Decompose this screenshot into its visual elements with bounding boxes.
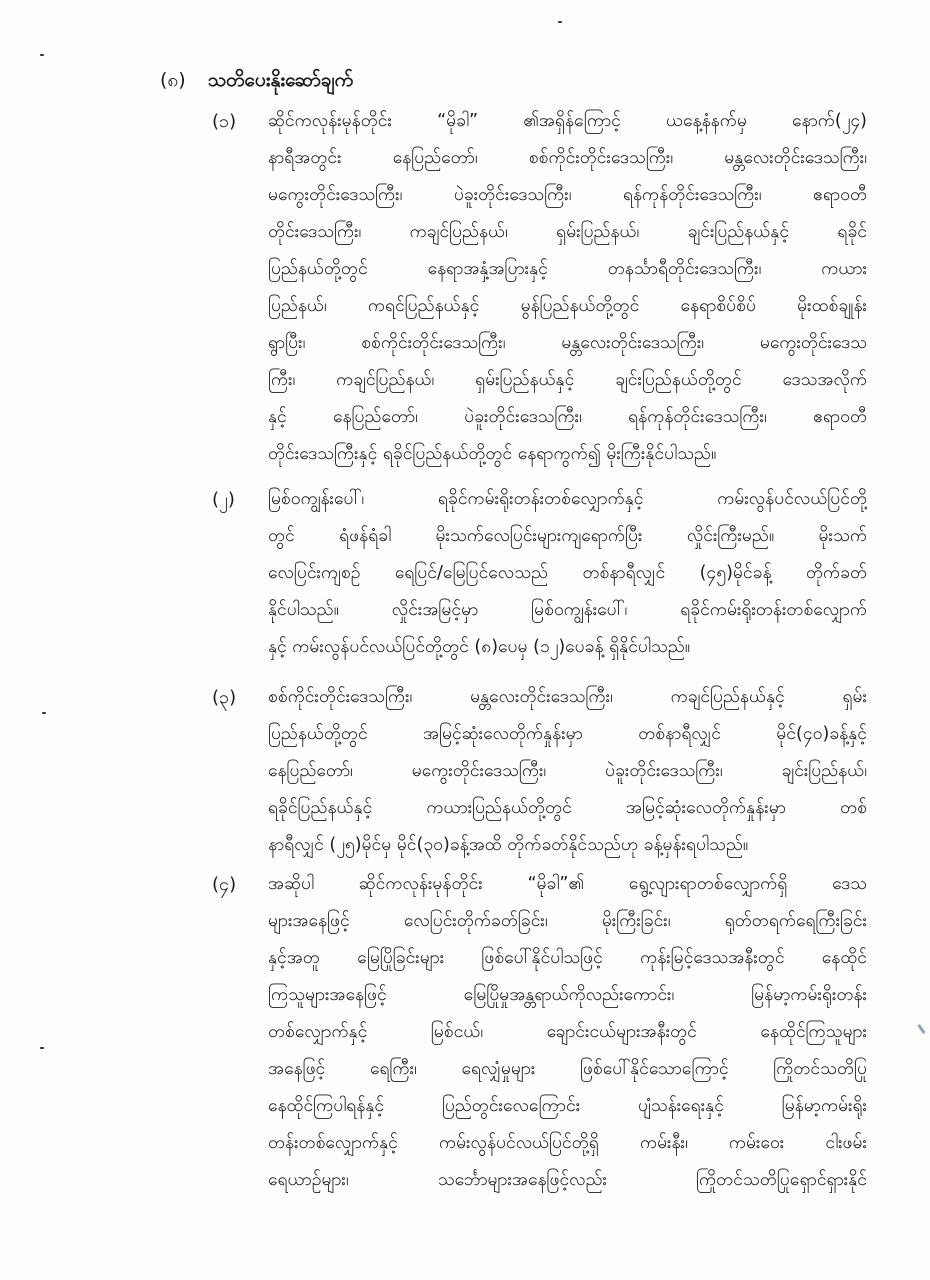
- paragraph-1: [212, 103, 867, 473]
- paragraph-number: (၂): [212, 489, 235, 510]
- text-line: ပြည်နယ်တို့တွင် နေရာအနှံ့အပြားနှင့် တနင်္သာရီတိုင်းဒေသကြီး၊ ကယား: [268, 259, 867, 279]
- text-line: တန်းတစ်လျှောက်နှင့် ကမ်းလွန်ပင်လယ်ပြင်တို့ရှိ ကမ်းနီး၊ ကမ်းဝေး ငါးဖမ်း: [268, 1133, 867, 1153]
- text-line: နာရီလျှင် (၂၅)မိုင်မှ မိုင်(၃၀)ခန့်အထိ တိုက်ခတ်နိုင်သည်ဟု ခန့်မှန်းရပါသည်။: [268, 835, 749, 855]
- text-line: ဆိုင်ကလုန်းမုန်တိုင်း “မိုခါ” ၏အရှိန်ကြောင့် ယနေ့နံနက်မှ နောက်(၂၄): [268, 111, 867, 131]
- scan-speck: [42, 712, 46, 714]
- text-line: နှင့် နေပြည်တော်၊ ပဲခူးတိုင်းဒေသကြီး၊ ရန်ကုန်တိုင်းဒေသကြီး၊ ဧရာဝတီ: [268, 407, 867, 427]
- text-line: ကြီး၊ ကချင်ပြည်နယ်၊ ရှမ်းပြည်နယ်နှင့် ချင်းပြည်နယ်တို့တွင် ဒေသအလိုက်: [268, 370, 867, 390]
- text-line: နာရီအတွင်း နေပြည်တော်၊ စစ်ကိုင်းတိုင်းဒေသကြီး၊ မန္တလေးတိုင်းဒေသကြီး၊: [268, 148, 867, 168]
- section-title: သတိပေးနိုးဆော်ချက်: [207, 69, 354, 91]
- paragraph-body: [268, 481, 867, 666]
- scan-speck: [40, 54, 44, 56]
- text-line: စစ်ကိုင်းတိုင်းဒေသကြီး၊ မန္တလေးတိုင်းဒေသကြီး၊ ကချင်ပြည်နယ်နှင့် ရှမ်း: [268, 687, 867, 707]
- scan-speck: [40, 1047, 44, 1049]
- paragraph-number: (၃): [212, 687, 237, 708]
- text-line: ရခိုင်ပြည်နယ်နှင့် ကယားပြည်နယ်တို့တွင် အမြင့်ဆုံးလေတိုက်နှုန်းမှာ တစ်: [268, 798, 867, 818]
- paragraph-3: [212, 679, 867, 864]
- paragraph-number: (၄): [212, 874, 237, 895]
- text-line: နေပြည်တော်၊ မကွေးတိုင်းဒေသကြီး၊ ပဲခူးတိုင်းဒေသကြီး၊ ချင်းပြည်နယ်၊: [268, 761, 867, 781]
- text-line: အနေဖြင့် ရေကြီး၊ ရေလျှံမှုများ ဖြစ်ပေါ်နိုင်သောကြောင့် ကြိုတင်သတိပြု: [268, 1059, 867, 1079]
- text-line: နေထိုင်ကြပါရန်နှင့် ပြည်တွင်းလေကြောင်း ပျံသန်းရေးနှင့် မြန်မာ့ကမ်းရိုး: [268, 1096, 867, 1116]
- paragraph-body: [268, 866, 867, 1199]
- text-line: ရေယာဉ်များ၊ သင်္ဘောများအနေဖြင့်လည်း ကြိုတင်သတိပြုရှောင်ရှားနိုင်: [268, 1170, 867, 1190]
- text-line: နိုင်ပါသည်။ လှိုင်းအမြင့်မှာ မြစ်ဝကျွန်းပေါ်၊ ရခိုင်ကမ်းရိုးတန်းတစ်လျှောက်: [268, 600, 867, 620]
- section-number: (၈): [160, 69, 186, 91]
- paragraph-2: [212, 481, 867, 666]
- paragraph-body: [268, 103, 867, 473]
- text-line: တိုင်းဒေသကြီး၊ ကချင်ပြည်နယ်၊ ရှမ်းပြည်နယ်၊ ချင်းပြည်နယ်နှင့် ရခိုင်: [268, 222, 867, 242]
- scan-speck: [558, 21, 562, 23]
- text-line: မြစ်ဝကျွန်းပေါ်၊ ရခိုင်ကမ်းရိုးတန်းတစ်လျှောက်နှင့် ကမ်းလွန်ပင်လယ်ပြင်တို့: [268, 489, 867, 509]
- paragraph-body: [268, 679, 867, 864]
- section-heading: [160, 68, 353, 96]
- text-line: တိုင်းဒေသကြီးနှင့် ရခိုင်ပြည်နယ်တို့တွင် နေရာကွက်၍ မိုးကြီးနိုင်ပါသည်။: [268, 444, 717, 464]
- text-line: မကွေးတိုင်းဒေသကြီး၊ ပဲခူးတိုင်းဒေသကြီး၊ ရန်ကုန်တိုင်းဒေသကြီး၊ ဧရာဝတီ: [268, 185, 867, 205]
- text-line: လေပြင်းကျစဉ် ရေပြင်/မြေပြင်လေသည် တစ်နာရီလျှင် (၄၅)မိုင်ခန့် တိုက်ခတ်: [268, 563, 867, 583]
- text-line: များအနေဖြင့် လေပြင်းတိုက်ခတ်ခြင်း၊ မိုးကြီးခြင်း၊ ရုတ်တရက်ရေကြီးခြင်း: [268, 911, 867, 931]
- paragraph-number: (၁): [212, 111, 237, 132]
- text-line: တစ်လျှောက်နှင့် မြစ်ငယ်၊ ချောင်းငယ်များအနီးတွင် နေထိုင်ကြသူများ: [268, 1022, 867, 1042]
- text-line: ပြည်နယ်၊ ကရင်ပြည်နယ်နှင့် မွန်ပြည်နယ်တို့တွင် နေရာစိပ်စိပ် မိုးထစ်ချုန်း: [268, 296, 867, 316]
- text-line: နှင့် ကမ်းလွန်ပင်လယ်ပြင်တို့တွင် (၈)ပေမှ (၁၂)ပေခန့် ရှိနိုင်ပါသည်။: [268, 637, 691, 657]
- text-line: အဆိုပါ ဆိုင်ကလုန်းမုန်တိုင်း “မိုခါ”၏ ရွေ့လျားရာတစ်လျှောက်ရှိ ဒေသ: [268, 874, 867, 894]
- text-line: ပြည်နယ်တို့တွင် အမြင့်ဆုံးလေတိုက်နှုန်းမှာ တစ်နာရီလျှင် မိုင်(၄၀)ခန့်နှင့်: [268, 724, 867, 744]
- scan-edge-mark: [917, 1024, 925, 1034]
- paragraph-4: [212, 866, 867, 1199]
- text-line: ရွာပြီး၊ စစ်ကိုင်းတိုင်းဒေသကြီး၊ မန္တလေးတိုင်းဒေသကြီး၊ မကွေးတိုင်းဒေသ: [268, 333, 867, 353]
- text-line: နှင့်အတူ မြေပြိုခြင်းများ ဖြစ်ပေါ်နိုင်ပါသဖြင့် ကုန်းမြင့်ဒေသအနီးတွင် နေထိုင်: [268, 948, 867, 968]
- text-line: တွင် ရံဖန်ရံခါ မိုးသက်လေပြင်းများကျရောက်ပြီး လှိုင်းကြီးမည်။ မိုးသက်: [268, 526, 867, 546]
- text-line: ကြသူများအနေဖြင့် မြေပြိုမှုအန္တရာယ်ကိုလည်းကောင်း၊ မြန်မာ့ကမ်းရိုးတန်း: [268, 985, 867, 1005]
